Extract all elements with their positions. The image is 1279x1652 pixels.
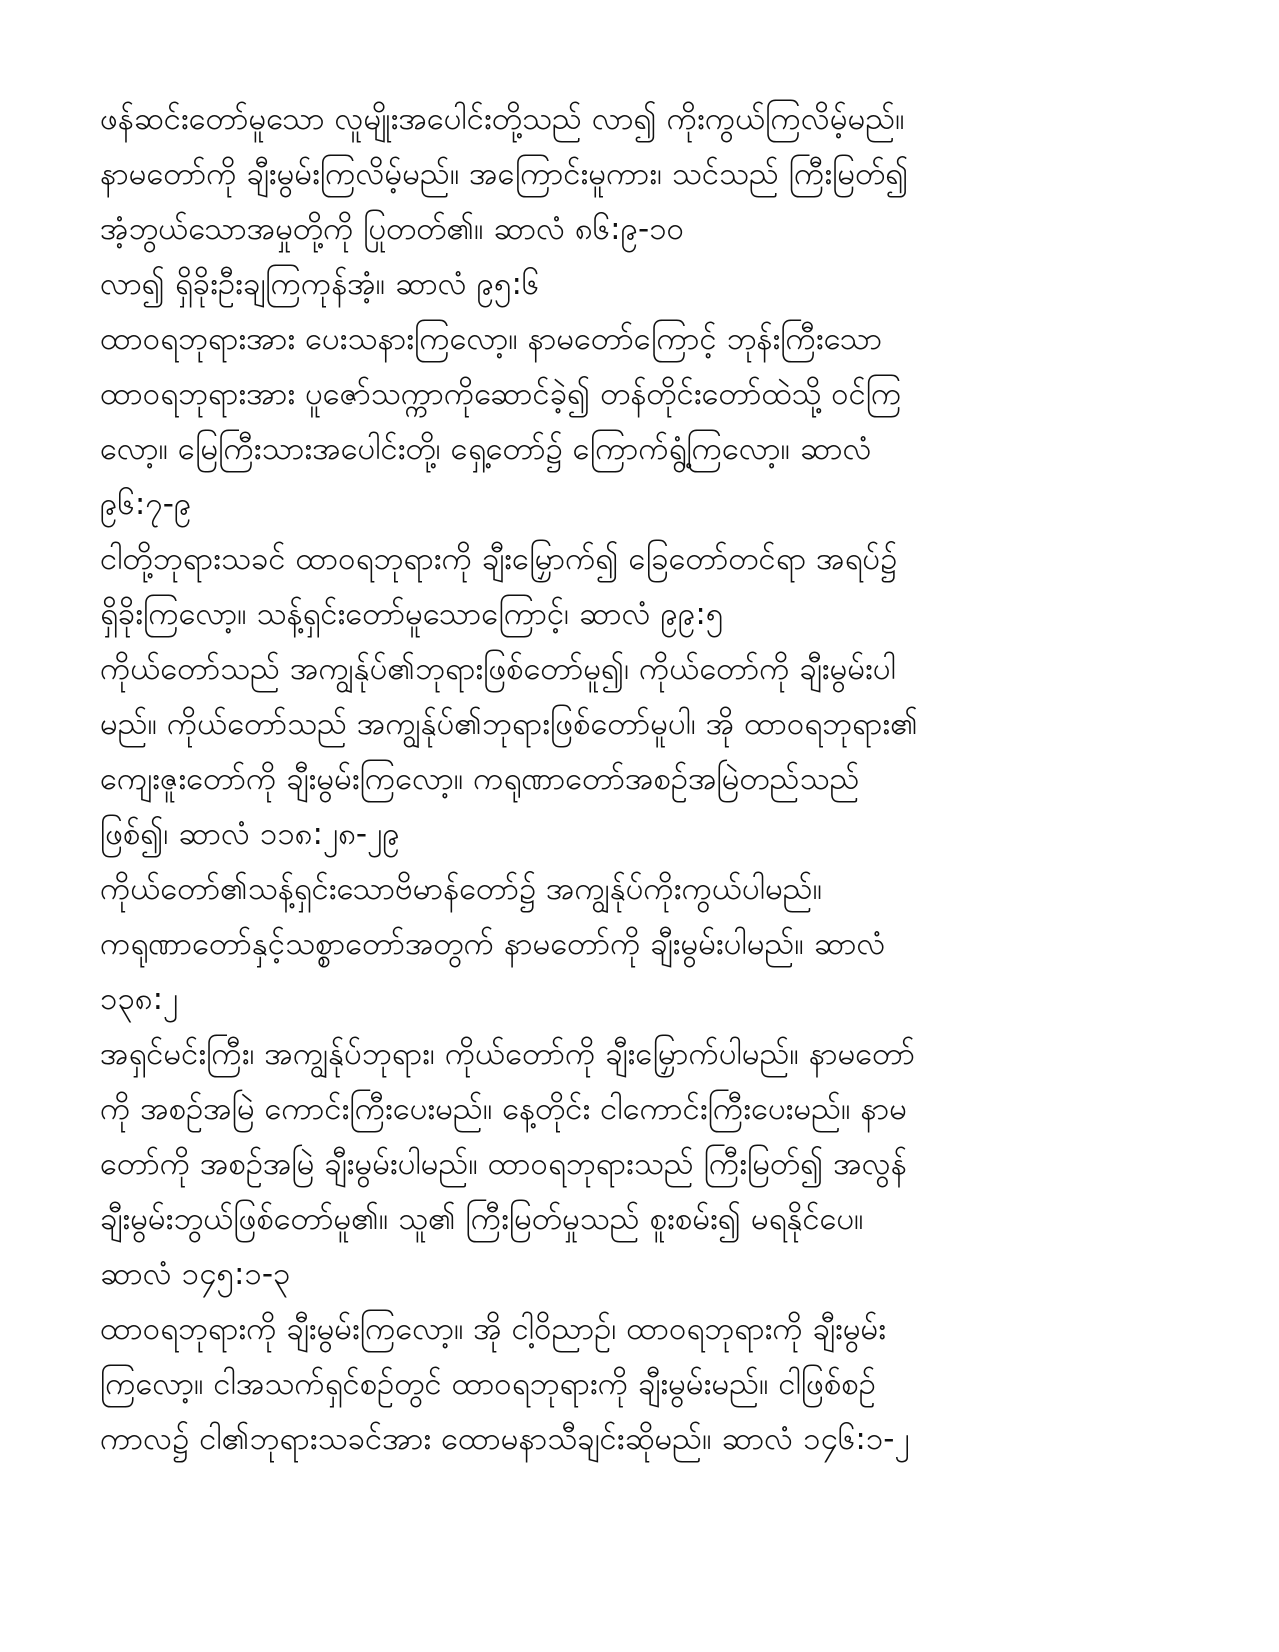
text-line: လာ၍ ရှိခိုးဦးချကြကုန်အံ့။ ဆာလံ ၉၅:၆ — [100, 266, 540, 302]
text-line: ထာဝရဘုရားအား ပူဇော်သက္ကာကိုဆောင်ခဲ့၍ တန်တိုင်းတော်ထဲသို့ ဝင်ကြ — [100, 376, 902, 412]
text-line: ကိုယ်တော်သည် အကျွန်ုပ်၏ဘုရားဖြစ်တော်မူ၍၊ ကိုယ်တော်ကို ချီးမွမ်းပါ — [100, 651, 896, 687]
text-line: ကာလ၌ ငါ၏ဘုရားသခင်အား ထောမနာသီချင်းဆိုမည်။ ဆာလံ ၁၄၆:၁-၂ — [100, 1421, 910, 1457]
text-line: ဖန်ဆင်းတော်မူသော လူမျိုးအပေါင်းတို့သည် လာ၍ ကိုးကွယ်ကြလိမ့်မည်။ — [100, 101, 905, 137]
text-line: ထာဝရဘုရားကို ချီးမွမ်းကြလော့။ အို ငါ့ဝိညာဉ်၊ ထာဝရဘုရားကို ချီးမွမ်း — [100, 1311, 887, 1347]
text-line: ဆာလံ ၁၄၅:၁-၃ — [100, 1256, 291, 1292]
text-line: ကရုဏာတော်နှင့်သစ္စာတော်အတွက် နာမတော်ကို ချီးမွမ်းပါမည်။ ဆာလံ — [100, 926, 886, 962]
text-line: လော့။ မြေကြီးသားအပေါင်းတို့၊ ရှေ့တော်၌ ကြောက်ရွံ့ကြလော့။ ဆာလံ — [100, 431, 872, 467]
text-line: ဖြစ်၍၊ ဆာလံ ၁၁၈:၂၈-၂၉ — [100, 816, 400, 852]
text-line: ကြလော့။ ငါအသက်ရှင်စဉ်တွင် ထာဝရဘုရားကို ချီးမွမ်းမည်။ ငါဖြစ်စဉ် — [100, 1366, 876, 1402]
scripture-text — [100, 92, 1183, 1467]
text-line: ချီးမွမ်းဘွယ်ဖြစ်တော်မူ၏။ သူ၏ ကြီးမြတ်မှုသည် စူးစမ်း၍ မရနိုင်ပေ။ — [100, 1201, 864, 1237]
text-line: နာမတော်ကို ချီးမွမ်းကြလိမ့်မည်။ အကြောင်းမူကား၊ သင်သည် ကြီးမြတ်၍ — [100, 156, 909, 192]
text-line: အံ့ဘွယ်သောအမှုတို့ကို ပြုတတ်၏။ ဆာလံ ၈၆:၉-၁၀ — [100, 211, 685, 247]
text-line: တော်ကို အစဉ်အမြဲ ချီးမွမ်းပါမည်။ ထာဝရဘုရားသည် ကြီးမြတ်၍ အလွန် — [100, 1146, 907, 1182]
text-line: ကျေးဇူးတော်ကို ချီးမွမ်းကြလော့။ ကရုဏာတော်အစဉ်အမြဲတည်သည် — [100, 761, 860, 797]
text-line: မည်။ ကိုယ်တော်သည် အကျွန်ုပ်၏ဘုရားဖြစ်တော်မူပါ၊ အို ထာဝရဘုရား၏ — [100, 706, 918, 742]
text-line: ငါတို့ဘုရားသခင် ထာဝရဘုရားကို ချီးမြှောက်၍ ခြေတော်တင်ရာ အရပ်၌ — [100, 541, 898, 577]
text-line: အရှင်မင်းကြီး၊ အကျွန်ုပ်ဘုရား၊ ကိုယ်တော်ကို ချီးမြှောက်ပါမည်။ နာမတော် — [100, 1036, 916, 1072]
text-line: ၁၃၈:၂ — [100, 981, 179, 1017]
text-line: ရှိခိုးကြလော့။ သန့်ရှင်းတော်မူသောကြောင့်၊ ဆာလံ ၉၉:၅ — [100, 596, 724, 632]
text-line: ကိုယ်တော်၏သန့်ရှင်းသောဗိမာန်တော်၌ အကျွန်ုပ်ကိုးကွယ်ပါမည်။ — [100, 871, 823, 907]
text-line: ထာဝရဘုရားအား ပေးသနားကြလော့။ နာမတော်ကြောင့် ဘုန်းကြီးသော — [100, 321, 883, 357]
text-line: ကို အစဉ်အမြဲ ကောင်းကြီးပေးမည်။ နေ့တိုင်း ငါကောင်းကြီးပေးမည်။ နာမ — [100, 1091, 907, 1127]
text-line: ၉၆:၇-၉ — [100, 486, 192, 522]
